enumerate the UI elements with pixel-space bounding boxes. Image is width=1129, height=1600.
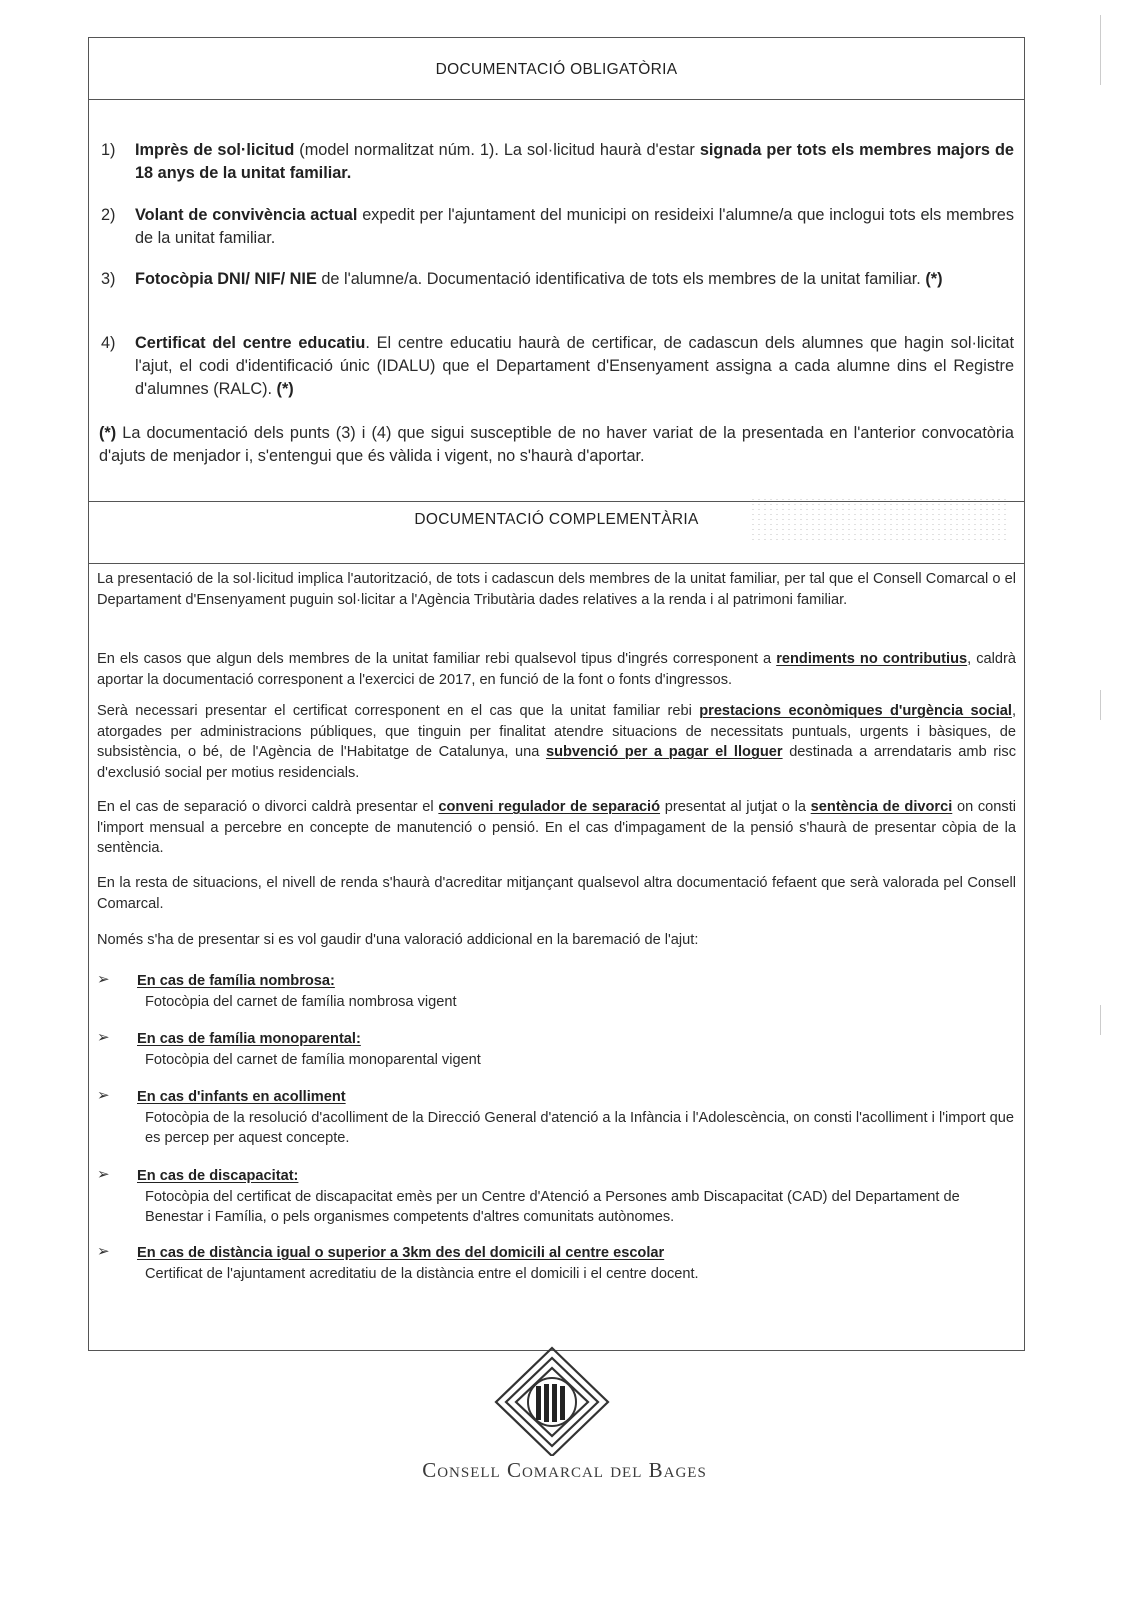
mandatory-section-title: DOCUMENTACIÓ OBLIGATÒRIA bbox=[435, 61, 678, 78]
item-number: 1) bbox=[101, 141, 116, 159]
scan-artifact bbox=[1100, 1005, 1101, 1035]
bullet-title: En cas de distància igual o superior a 3km des del domicili al centre escolar bbox=[137, 1245, 665, 1261]
bullet-title: En cas d'infants en acolliment bbox=[137, 1089, 346, 1105]
text-run: destinada a arrendataris amb risc d'exclusió social per motius residencials. bbox=[97, 744, 1016, 781]
text-run: , caldrà aportar la documentació corresponent a l'exercici de 2017, en funció de la font o fonts d'ingressos. bbox=[97, 651, 1016, 688]
list-item bbox=[101, 332, 1014, 401]
text-run: expedit per l'ajuntament del municipi on resideixi l'alumne/a que inclogui tots els membres de la unitat familiar. bbox=[135, 206, 1014, 247]
text-run: Serà necessari presentar el certificat corresponent en el cas que la unitat familiar rebi bbox=[97, 703, 700, 719]
bullet-description: Fotocòpia del certificat de discapacitat emès per un Centre d'Atenció a Persones amb Discapacitat (CAD) del Departament de Benestar i Família, o pels organismes competents d'altres comunitats autònomes. bbox=[145, 1188, 960, 1225]
mandatory-documentation-section bbox=[88, 37, 1025, 502]
list-item bbox=[101, 268, 1014, 291]
arrow-bullet-icon: ➢ bbox=[97, 1166, 110, 1183]
paragraph bbox=[97, 701, 1016, 783]
underlined-text: prestacions econòmiques d'urgència social bbox=[699, 703, 1012, 719]
paragraph bbox=[97, 649, 1016, 690]
list-item bbox=[97, 1243, 1016, 1284]
arrow-bullet-icon: ➢ bbox=[97, 1087, 110, 1104]
text-run: (model normalitzat núm. 1). La sol·licitud haurà d'estar bbox=[294, 141, 700, 159]
text-run: En la resta de situacions, el nivell de renda s'haurà d'acreditar mitjançant qualsevol altra documentació fefaent que serà valorada pel Consell Comarcal. bbox=[97, 875, 1016, 912]
bold-text: Volant de convivència actual bbox=[135, 206, 358, 224]
bullet-description: Fotocòpia de la resolució d'acolliment de la Direcció General d'atenció a la Infància i l'Adolescència, on consti l'acolliment i l'import que es percep per aquest concepte. bbox=[145, 1109, 1014, 1146]
underlined-text: conveni regulador de separació bbox=[438, 799, 661, 815]
bullet-description: Fotocòpia del carnet de família nombrosa vigent bbox=[145, 993, 457, 1010]
text-run: . El centre educatiu haurà de certificar, de cadascun dels alumnes que hagin sol·licitat l'ajut, el codi d'identificació únic (IDALU) que el Departament d'Ensenyament assigna a cada alumne dins el Registre d'alumnes (RALC). bbox=[135, 334, 1015, 398]
scan-noise bbox=[750, 497, 1010, 542]
item-text bbox=[135, 204, 1014, 250]
consell-comarcal-logo-icon bbox=[492, 1346, 612, 1456]
paragraph bbox=[97, 797, 1016, 859]
text-run: on consti l'import mensual a percebre en concepte de manutenció o pensió. En el cas d'impagament de la pensió s'haurà de presentar còpia de la sentència. bbox=[97, 799, 1016, 856]
bullet-title: En cas de família nombrosa: bbox=[137, 973, 335, 989]
complementary-section-title: DOCUMENTACIÓ COMPLEMENTÀRIA bbox=[414, 511, 699, 528]
scan-artifact bbox=[1100, 15, 1101, 85]
complementary-documentation-section bbox=[88, 502, 1025, 1351]
organization-name-text: Consell Comarcal del Bages bbox=[422, 1458, 707, 1482]
paragraph bbox=[97, 873, 1016, 914]
header-divider bbox=[89, 99, 1024, 100]
list-item bbox=[101, 204, 1014, 250]
text-run: , atorgades per administracions públiques, que tinguin per finalitat atendre situacions de necessitats puntuals, urgents i bàsiques, de subsistència, o bé, de l'Agència de l'Habitatge de Catalunya, una bbox=[97, 703, 1016, 760]
bold-text: Imprès de sol·licitud bbox=[135, 141, 295, 159]
text-run: La documentació dels punts (3) i (4) que sigui susceptible de no haver variat de la presentada en l'anterior convocatòria d'ajuts de menjador i, s'entengui que és vàlida i vigent, no s'haurà d'aportar. bbox=[99, 424, 1014, 465]
arrow-bullet-icon: ➢ bbox=[97, 1029, 110, 1046]
arrow-bullet-icon: ➢ bbox=[97, 1243, 110, 1260]
item-text bbox=[135, 332, 1014, 401]
bold-text: (*) bbox=[99, 424, 117, 442]
bullet-description: Certificat de l'ajuntament acreditatiu de la distància entre el domicili i el centre docent. bbox=[145, 1265, 699, 1282]
bold-text: Fotocòpia DNI/ NIF/ NIE bbox=[135, 270, 317, 288]
text-run: En els casos que algun dels membres de la unitat familiar rebi qualsevol tipus d'ingrés corresponent a bbox=[97, 651, 777, 667]
bold-text: (*) bbox=[276, 380, 294, 398]
item-number: 2) bbox=[101, 206, 116, 224]
header-divider bbox=[89, 563, 1024, 564]
list-item bbox=[101, 139, 1014, 185]
bold-text: (*) bbox=[925, 270, 943, 288]
list-item bbox=[97, 1087, 1016, 1149]
underlined-text: subvenció per a pagar el lloguer bbox=[545, 744, 783, 760]
paragraph bbox=[97, 930, 1016, 951]
paragraph bbox=[97, 569, 1016, 610]
text-run: Només s'ha de presentar si es vol gaudir d'una valoració addicional en la baremació de l'ajut: bbox=[97, 932, 699, 948]
list-item bbox=[97, 1029, 1016, 1070]
scan-artifact bbox=[1100, 690, 1101, 720]
list-item bbox=[97, 971, 1016, 1012]
text-run: de l'alumne/a. Documentació identificativa de tots els membres de la unitat familiar. bbox=[316, 270, 926, 288]
text-run: En el cas de separació o divorci caldrà presentar el bbox=[97, 799, 439, 815]
item-text bbox=[135, 268, 1014, 291]
item-number: 4) bbox=[101, 334, 116, 352]
item-text bbox=[135, 139, 1014, 185]
bullet-title: En cas de discapacitat: bbox=[137, 1168, 299, 1184]
bold-text: signada per tots els membres majors de 18 anys de la unitat familiar. bbox=[135, 141, 1014, 182]
underlined-text: sentència de divorci bbox=[810, 799, 953, 815]
list-item bbox=[97, 1166, 1016, 1228]
text-run: La presentació de la sol·licitud implica l'autorització, de tots i cadascun dels membres de la unitat familiar, per tal que el Consell Comarcal o el Departament d'Ensenyament puguin sol·licitar a l'Agència Tributària dades relatives a la renda i al patrimoni familiar. bbox=[97, 571, 1016, 608]
arrow-bullet-icon: ➢ bbox=[97, 971, 110, 988]
footnote bbox=[99, 422, 1014, 468]
underlined-text: rendiments no contributius bbox=[776, 651, 968, 667]
text-run: presentat al jutjat o la bbox=[660, 799, 811, 815]
item-number: 3) bbox=[101, 270, 116, 288]
organization-name bbox=[0, 1458, 1129, 1483]
bold-text: Certificat del centre educatiu bbox=[135, 334, 366, 352]
bullet-description: Fotocòpia del carnet de família monoparental vigent bbox=[145, 1051, 481, 1068]
bullet-title: En cas de família monoparental: bbox=[137, 1031, 361, 1047]
